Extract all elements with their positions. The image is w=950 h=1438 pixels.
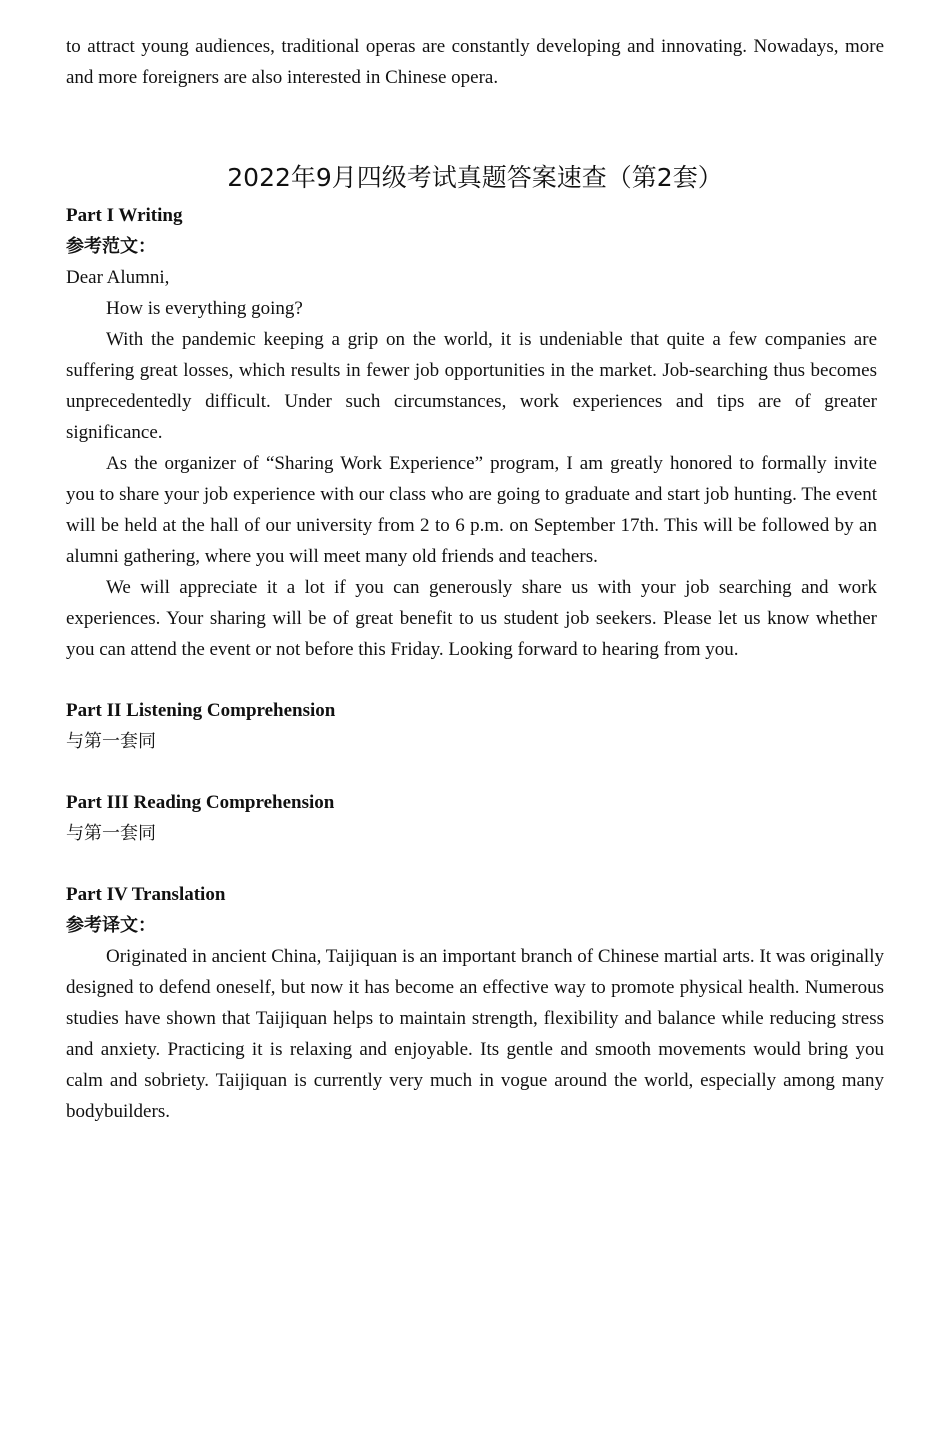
document-page (66, 31, 884, 1127)
spacer (66, 757, 884, 787)
writing-heading: Part I Writing (66, 205, 183, 226)
listening-note: 与第一套同 (66, 731, 156, 752)
page-title: 2022年9月四级考试真题答案速查（第2套） (227, 163, 723, 192)
intro-paragraph: to attract young audiences, traditional operas are constantly developing and innovating. Nowadays, more and more foreigners are also interested in Chinese opera. (66, 36, 884, 88)
letter-paragraph-1: How is everything going? (106, 298, 303, 319)
writing-section (66, 200, 877, 665)
reading-heading: Part III Reading Comprehension (66, 792, 335, 813)
listening-section (66, 695, 884, 757)
letter-salutation: Dear Alumni, (66, 267, 170, 288)
reading-section (66, 787, 884, 849)
translation-section (66, 879, 884, 1127)
translation-paragraph: Originated in ancient China, Taijiquan is an important branch of Chinese martial arts. It was originally designed to defend oneself, but now it has become an effective way to promote physical health. Numerous studies have shown that Taijiquan helps to maintain strength, flexibility and balance while reducing stress and anxiety. Practicing it is relaxing and enjoyable. Its gentle and smooth movements would bring you calm and sobriety. Taijiquan is currently very much in vogue around the world, especially among many bodybuilders. (66, 946, 884, 1122)
letter-paragraph-4: We will appreciate it a lot if you can generously share us with your job searching and work experiences. Your sharing will be of great benefit to us student job seekers. Please let us know whether you can attend the event or not before this Friday. Looking forward to hearing from you. (66, 577, 877, 660)
reading-note: 与第一套同 (66, 823, 156, 844)
writing-label: 参考范文： (66, 236, 156, 257)
spacer (66, 849, 884, 879)
intro-section (66, 31, 884, 93)
translation-label: 参考译文： (66, 915, 156, 936)
translation-heading: Part IV Translation (66, 884, 226, 905)
letter-paragraph-3: As the organizer of “Sharing Work Experience” program, I am greatly honored to formally invite you to share your job experience with our class who are going to graduate and start job hunting. The event will be held at the hall of our university from 2 to 6 p.m. on September 17th. This will be followed by an alumni gathering, where you will meet many old friends and teachers. (66, 453, 877, 567)
letter-paragraph-2: With the pandemic keeping a grip on the world, it is undeniable that quite a few companies are suffering great losses, which results in fewer job opportunities in the market. Job-searching thus becomes unprecedentedly difficult. Under such circumstances, work experiences and tips are of greater significance. (66, 329, 877, 443)
listening-heading: Part II Listening Comprehension (66, 700, 336, 721)
spacer (66, 665, 884, 695)
